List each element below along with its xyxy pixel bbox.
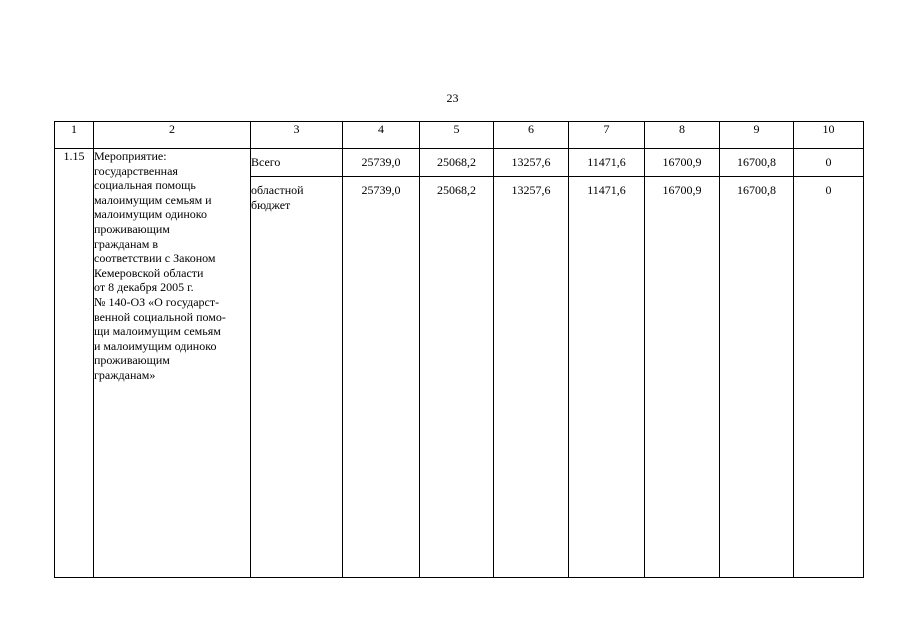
description-line: и малоимущим одиноко: [94, 338, 217, 353]
table-cell: 25068,2: [420, 177, 494, 578]
description-line: соответствии с Законом: [94, 251, 216, 266]
table-cell: 25739,0: [343, 177, 420, 578]
column-header: 6: [494, 122, 569, 149]
table-cell: 11471,6: [569, 177, 645, 578]
column-header: 4: [343, 122, 420, 149]
description-line: щи малоимущим семьям: [94, 324, 221, 339]
column-header: 10: [794, 122, 864, 149]
table-cell: 11471,6: [569, 149, 645, 177]
page-number: 23: [446, 91, 459, 105]
table-cell: 16700,8: [720, 177, 794, 578]
table-cell: 25739,0: [343, 149, 420, 177]
column-header: 8: [645, 122, 720, 149]
table-cell: 16700,8: [720, 149, 794, 177]
description-line: Мероприятие:: [94, 149, 167, 163]
item-code: 1.15: [55, 149, 94, 578]
description-line: Кемеровской области: [94, 265, 204, 280]
column-header: 9: [720, 122, 794, 149]
table-cell: 0: [794, 149, 864, 177]
description-line: проживающим: [94, 221, 170, 236]
description-line: гражданам»: [94, 367, 156, 382]
column-header: 1: [55, 122, 94, 149]
description-line: социальная помощь: [94, 178, 196, 193]
funding-source: [251, 177, 343, 578]
item-description: [94, 149, 251, 578]
column-header: 3: [251, 122, 343, 149]
funding-source-line: бюджет: [251, 197, 291, 212]
table-cell: 13257,6: [494, 177, 569, 578]
table-cell: 25068,2: [420, 149, 494, 177]
description-line: малоимущим одиноко: [94, 207, 208, 222]
description-line: проживающим: [94, 353, 170, 368]
table-cell: 16700,9: [645, 177, 720, 578]
description-line: гражданам в: [94, 236, 158, 251]
description-line: от 8 декабря 2005 г.: [94, 280, 194, 295]
table-cell: 16700,9: [645, 149, 720, 177]
funding-source: Всего: [251, 149, 343, 177]
table-cell: 0: [794, 177, 864, 578]
table-cell: 13257,6: [494, 149, 569, 177]
budget-table: [54, 121, 864, 578]
description-line: малоимущим семьям и: [94, 192, 212, 207]
header-row: [55, 122, 864, 149]
column-header: 5: [420, 122, 494, 149]
description-line: венной социальной помо-: [94, 309, 226, 324]
description-line: государственная: [94, 163, 178, 178]
column-header: 7: [569, 122, 645, 149]
description-line: № 140-ОЗ «О государст-: [94, 294, 220, 309]
funding-source-line: областной: [251, 183, 304, 197]
table-row: [55, 149, 864, 177]
column-header: 2: [94, 122, 251, 149]
